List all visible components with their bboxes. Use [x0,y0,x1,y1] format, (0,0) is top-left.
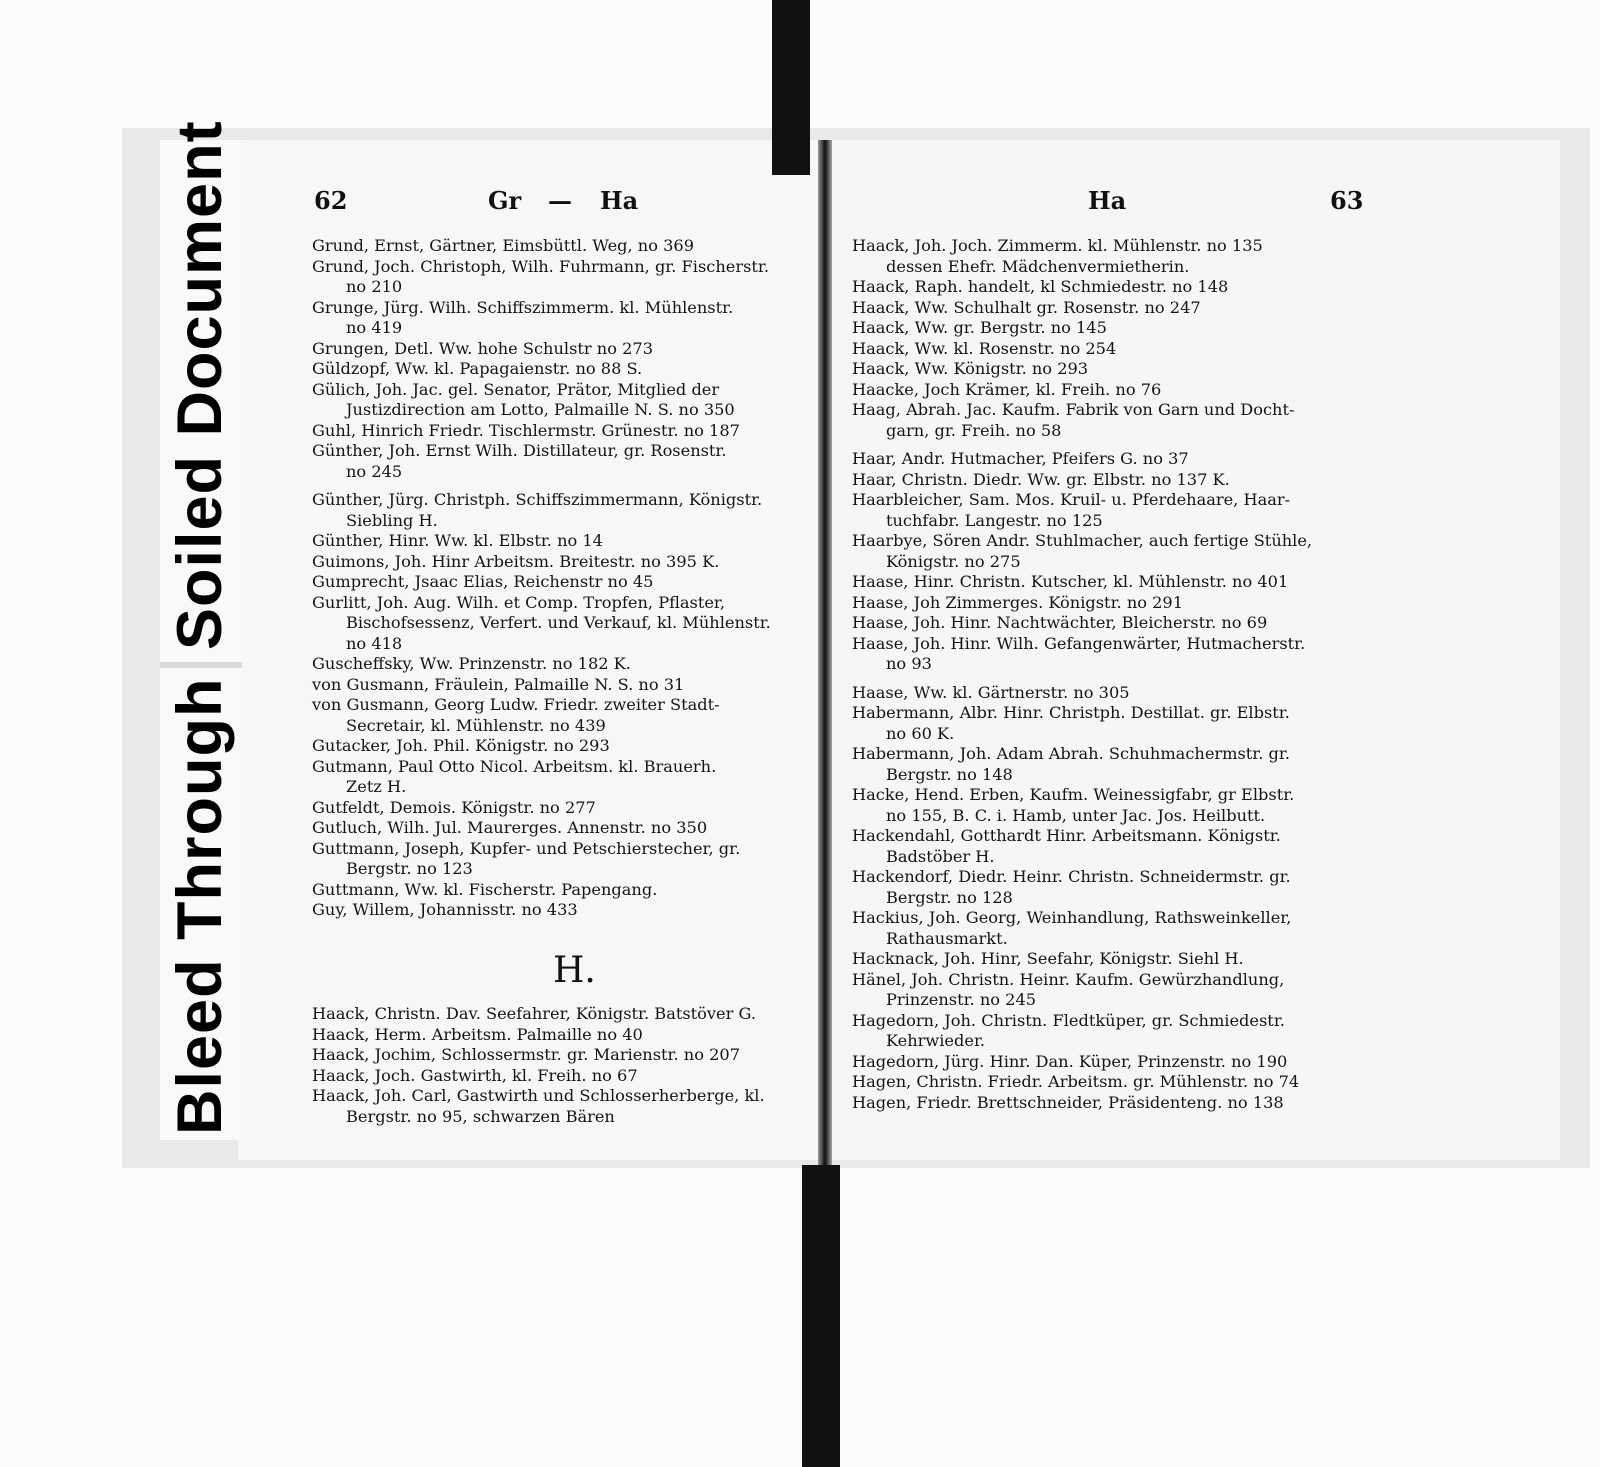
right-entries-list [852,236,1312,1113]
directory-entry: Gutmann, Paul Otto Nicol. Arbeitsm. kl. Brauerh. [312,756,717,776]
directory-entry: Hagedorn, Joh. Christn. Fledtküper, gr. Schmiedestr. [852,1010,1285,1030]
directory-entry-continuation: no 60 K. [886,723,955,743]
directory-entry: Hackendorf, Diedr. Heinr. Christn. Schneidermstr. gr. [852,867,1291,886]
directory-entry: Guhl, Hinrich Friedr. Tischlermstr. Grünestr. no 187 [312,420,740,440]
book-gutter [818,140,832,1165]
directory-entry: Guttmann, Joseph, Kupfer- und Petschierstecher, gr. [312,838,741,858]
directory-entry: Haack, Joh. Joch. Zimmerm. kl. Mühlenstr. no 135 [852,236,1263,255]
directory-entry-continuation: garn, gr. Freih. no 58 [886,420,1062,440]
directory-entry-continuation: Bischofsessenz, Verfert. und Verkauf, kl. Mühlenstr. [346,613,771,632]
directory-entry-continuation: Justizdirection am Lotto, Palmaille N. S. no 350 [346,400,735,419]
directory-entry-continuation: no 245 [346,461,403,481]
spine-clamp-bottom [802,1165,840,1467]
directory-entry: Gutacker, Joh. Phil. Königstr. no 293 [312,736,610,755]
directory-entry-continuation: Badstöber H. [886,846,995,866]
directory-entry: Günther, Jürg. Christph. Schiffszimmermann, Königstr. [312,490,763,509]
directory-entry: Haack, Ww. Schulhalt gr. Rosenstr. no 247 [852,297,1201,317]
directory-entry: Habermann, Albr. Hinr. Christph. Destillat. gr. Elbstr. [852,703,1290,722]
directory-entry-continuation: dessen Ehefr. Mädchenvermietherin. [886,256,1190,276]
side-label-soiled: Soiled Document [165,120,235,650]
section-heading-h: H. [553,950,596,991]
directory-entry: Haack, Ww. kl. Rosenstr. no 254 [852,338,1117,358]
directory-entry: Gumprecht, Jsaac Elias, Reichenstr no 45 [312,572,654,591]
directory-entry: Gülich, Joh. Jac. gel. Senator, Prätor, Mitglied der [312,379,720,399]
directory-entry-continuation: Bergstr. no 123 [346,859,473,878]
directory-entry-continuation: Prinzenstr. no 245 [886,990,1037,1009]
directory-entry: Haarbleicher, Sam. Mos. Kruil- u. Pferdehaare, Haar- [852,490,1291,509]
directory-entry: Grungen, Detl. Ww. hohe Schulstr no 273 [312,338,653,358]
directory-entry: Haase, Joh Zimmerges. Königstr. no 291 [852,592,1184,612]
directory-entry-continuation: Rathausmarkt. [886,928,1008,948]
directory-entry: Hackendahl, Gotthardt Hinr. Arbeitsmann. Königstr. [852,826,1281,845]
directory-entry: Grunge, Jürg. Wilh. Schiffszimmerm. kl. Mühlenstr. [312,297,734,317]
left-page-number: 62 [314,186,348,215]
directory-entry: Hänel, Joh. Christn. Heinr. Kaufm. Gewürzhandlung, [852,969,1285,989]
directory-entry: Haack, Joh. Carl, Gastwirth und Schlosserherberge, kl. [312,1086,765,1105]
directory-entry-continuation: Kehrwieder. [886,1031,986,1050]
directory-entry-continuation: Secretair, kl. Mühlenstr. no 439 [346,715,606,735]
directory-entry: von Gusmann, Georg Ludw. Friedr. zweiter Stadt- [312,695,720,714]
directory-entry: Haar, Christn. Diedr. Ww. gr. Elbstr. no 137 K. [852,469,1230,489]
entry-gap [312,482,771,490]
directory-entry: Haarbye, Sören Andr. Stuhlmacher, auch fertige Stühle, [852,531,1313,550]
directory-entry: Haack, Christn. Dav. Seefahrer, Königstr. Batstöver G. [312,1004,757,1023]
directory-entry-continuation: no 419 [346,318,403,337]
directory-entry-continuation: Siebling H. [346,510,438,530]
left-running-head-dash: — [548,186,572,215]
directory-entry: Guttmann, Ww. kl. Fischerstr. Papengang. [312,879,658,899]
directory-entry: von Gusmann, Fräulein, Palmaille N. S. no 31 [312,674,685,694]
directory-entry: Güldzopf, Ww. kl. Papagaienstr. no 88 S. [312,359,643,378]
directory-entry-continuation: Königstr. no 275 [886,551,1021,571]
directory-entry: Habermann, Joh. Adam Abrah. Schuhmachermstr. gr. [852,744,1291,763]
directory-entry: Haase, Joh. Hinr. Wilh. Gefangenwärter, Hutmacherstr. [852,633,1306,653]
right-page-number: 63 [1330,186,1364,215]
directory-entry: Haack, Ww. Königstr. no 293 [852,359,1089,378]
left-entries-h-list [312,1004,765,1127]
directory-entry: Hagedorn, Jürg. Hinr. Dan. Küper, Prinzenstr. no 190 [852,1051,1288,1071]
directory-entry: Haack, Ww. gr. Bergstr. no 145 [852,318,1107,337]
directory-entry: Gutluch, Wilh. Jul. Maurerges. Annenstr. no 350 [312,818,708,837]
entry-gap [852,441,1312,449]
left-running-head-from: Gr [488,186,522,215]
directory-entry-continuation: no 93 [886,654,932,673]
directory-entry-continuation: Zetz H. [346,777,407,796]
directory-entry: Haack, Joch. Gastwirth, kl. Freih. no 67 [312,1065,638,1085]
side-label-bleed: Bleed Through [165,677,235,1135]
directory-entry: Gutfeldt, Demois. Königstr. no 277 [312,797,596,817]
directory-entry: Haar, Andr. Hutmacher, Pfeifers G. no 37 [852,449,1189,468]
directory-entry: Hagen, Christn. Friedr. Arbeitsm. gr. Mühlenstr. no 74 [852,1072,1300,1091]
directory-entry-continuation: Bergstr. no 148 [886,764,1013,784]
directory-entry: Guscheffsky, Ww. Prinzenstr. no 182 K. [312,654,631,673]
directory-entry: Guy, Willem, Johannisstr. no 433 [312,900,578,919]
directory-entry: Haacke, Joch Krämer, kl. Freih. no 76 [852,379,1162,399]
directory-entry: Haack, Herm. Arbeitsm. Palmaille no 40 [312,1024,643,1044]
directory-entry: Guimons, Joh. Hinr Arbeitsm. Breitestr. no 395 K. [312,551,720,571]
directory-entry-continuation: no 210 [346,277,403,296]
right-running-head: Ha [1088,186,1127,215]
directory-entry: Hackius, Joh. Georg, Weinhandlung, Rathsweinkeller, [852,908,1292,927]
directory-entry-continuation: Bergstr. no 128 [886,887,1013,907]
directory-entry: Haack, Jochim, Schlossermstr. gr. Marienstr. no 207 [312,1045,741,1064]
directory-entry: Haack, Raph. handelt, kl Schmiedestr. no 148 [852,277,1229,296]
directory-entry-continuation: Bergstr. no 95, schwarzen Bären [346,1106,615,1126]
directory-entry-continuation: no 418 [346,633,403,653]
directory-entry: Hacke, Hend. Erben, Kaufm. Weinessigfabr, gr Elbstr. [852,785,1295,804]
directory-entry: Haase, Joh. Hinr. Nachtwächter, Bleicherstr. no 69 [852,613,1268,632]
directory-entry-continuation: tuchfabr. Langestr. no 125 [886,510,1103,530]
side-label-divider [160,662,242,668]
entry-gap [852,675,1312,683]
directory-entry: Günther, Joh. Ernst Wilh. Distillateur, gr. Rosenstr. [312,441,727,460]
directory-entry-continuation: no 155, B. C. i. Hamb, unter Jac. Jos. Heilbutt. [886,805,1266,825]
directory-entry: Gurlitt, Joh. Aug. Wilh. et Comp. Tropfen, Pflaster, [312,592,726,612]
directory-entry: Haase, Hinr. Christn. Kutscher, kl. Mühlenstr. no 401 [852,572,1289,591]
spine-clamp-top [772,0,810,175]
directory-entry: Hagen, Friedr. Brettschneider, Präsidenteng. no 138 [852,1092,1284,1112]
left-running-head-to: Ha [600,186,639,215]
directory-entry: Haase, Ww. kl. Gärtnerstr. no 305 [852,682,1130,702]
directory-entry: Haag, Abrah. Jac. Kaufm. Fabrik von Garn und Docht- [852,400,1295,419]
directory-entry: Grund, Ernst, Gärtner, Eimsbüttl. Weg, no 369 [312,236,695,255]
directory-entry: Günther, Hinr. Ww. kl. Elbstr. no 14 [312,531,603,550]
directory-entry: Grund, Joch. Christoph, Wilh. Fuhrmann, gr. Fischerstr. [312,256,769,276]
left-entries-list [312,236,771,921]
directory-entry: Hacknack, Joh. Hinr, Seefahr, Königstr. Siehl H. [852,949,1244,968]
